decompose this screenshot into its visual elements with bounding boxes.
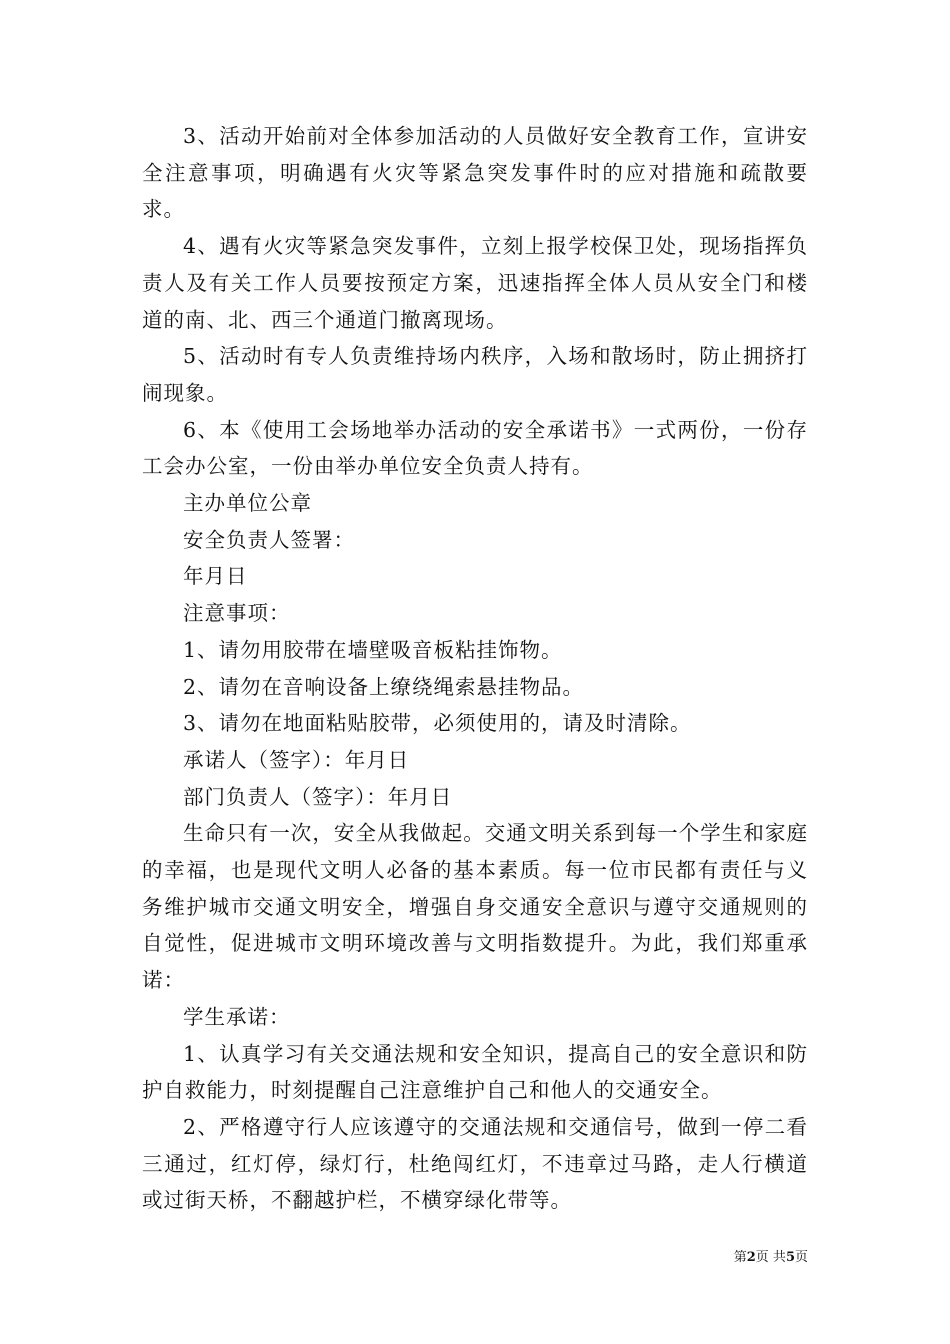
footer-middle: 页 共 — [755, 1250, 786, 1265]
footer-prefix: 第 — [733, 1250, 747, 1265]
total-pages-number: 5 — [785, 1250, 795, 1265]
paragraph-item-3: 3、活动开始前对全体参加活动的人员做好安全教育工作，宣讲安全注意事项，明确遇有火灾等紧急突发事件时的应对措施和疏散要求。 — [142, 124, 808, 222]
department-head-signature-line: 部门负责人（签字）：年月日 — [183, 784, 453, 809]
paragraph-item-6: 6、本《使用工会场地举办活动的安全承诺书》一式两份，一份存工会办公室，一份由举办单位安全负责人持有。 — [142, 417, 808, 479]
student-pledge-item-2: 2、严格遵守行人应该遵守的交通法规和交通信号，做到一停二看三通过，红灯停，绿灯行，杜绝闯红灯，不违章过马路，走人行横道或过街天桥，不翻越护栏，不横穿绿化带等。 — [142, 1114, 808, 1213]
organizer-seal-line: 主办单位公章 — [183, 491, 312, 516]
student-pledge-heading: 学生承诺： — [183, 1004, 291, 1029]
student-pledge-item-1: 1、认真学习有关交通法规和安全知识，提高自己的安全意识和防护自救能力，时刻提醒自己注意维护自己和他人的交通安全。 — [142, 1041, 808, 1103]
date-line: 年月日 — [183, 564, 248, 589]
paragraph-item-4: 4、遇有火灾等紧急突发事件，立刻上报学校保卫处，现场指挥负责人及有关工作人员要按预定方案，迅速指挥全体人员从安全门和楼道的南、北、西三个通道门撤离现场。 — [142, 234, 808, 332]
safety-signature-line: 安全负责人签署： — [183, 527, 355, 552]
note-item-2: 2、请勿在音响设备上缭绕绳索悬挂物品。 — [183, 674, 585, 699]
footer-suffix: 页 — [794, 1250, 808, 1265]
note-item-1: 1、请勿用胶带在墙壁吸音板粘挂饰物。 — [183, 637, 563, 662]
paragraph-item-5: 5、活动时有专人负责维持场内秩序，入场和散场时，防止拥挤打闹现象。 — [142, 344, 808, 405]
document-body — [142, 118, 808, 1219]
note-item-3: 3、请勿在地面粘贴胶带，必须使用的，请及时清除。 — [183, 711, 692, 736]
notes-heading: 注意事项： — [183, 601, 291, 626]
current-page-number: 2 — [746, 1250, 756, 1265]
promisor-signature-line: 承诺人（签字）：年月日 — [183, 747, 410, 772]
traffic-intro-paragraph: 生命只有一次，安全从我做起。交通文明关系到每一个学生和家庭的幸福，也是现代文明人必备的基本素质。每一位市民都有责任与义务维护城市交通文明安全，增强自身交通安全意识与遵守交通规则的自觉性，促进城市文明环境改善与文明指数提升。为此，我们郑重承诺： — [142, 821, 808, 993]
page-number-footer — [734, 1246, 808, 1265]
